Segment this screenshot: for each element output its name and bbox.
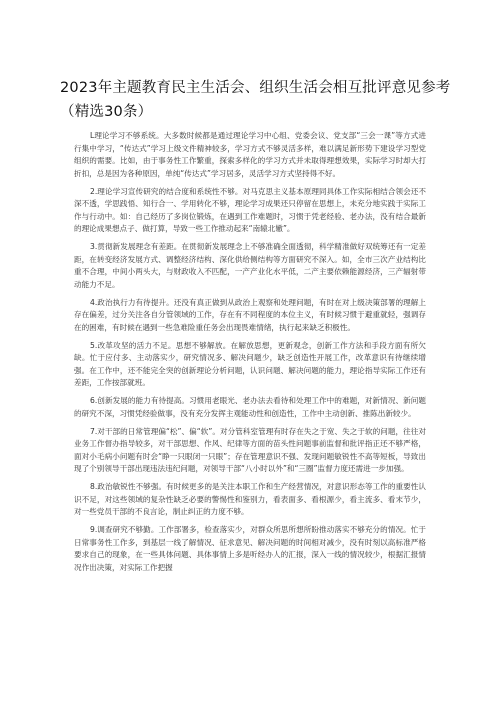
paragraph-9: 9.调查研究不够勤。工作部署多，检查落实少，对群众所思所想所盼推动落实不够充分的情况。忙于日常事务性工作多，到基层一线了解情况、征求意见、解决问题的时间相对减少，没有时刻以高标准严格要求自己的现象，在一些具体问题、具体事情上多是听经办人的汇报，深入一线的情况较少，根据汇报情况作出决策，对实际工作把握 xyxy=(74,525,426,572)
paragraph-3: 3.贯彻新发展理念有差距。在贯彻新发展理念上不够准确全面透彻，科学精准做好双统筹还有一定差距，在转变经济发展方式、调整经济结构、深化供给侧结构等方面研究不深入。如，全市三次产业结构比重不合理，中间小两头大，与财政收入不匹配，一产产业化水平低，二产主要依赖能源经济，三产辐射带动能力不足。 xyxy=(74,242,426,289)
document-title: 2023年主题教育民主生活会、组织生活会相互批评意见参考（精选30条） xyxy=(60,80,451,120)
paragraph-2: 2.理论学习宣传研究的结合度和系统性不够。对马克思主义基本原理同具体工作实际相结合领会还不深不透，学思践悟、知行合一、学用转化不够，理论学习成果还只停留在思想上，未充分地实践于实际工作与行动中。如：自己经历了多岗位锻炼，在遇到工作难题时，习惯于凭老经验、老办法，没有结合最新的理论成果想点子、做打算，导致一些工作推动起来“南辕北辙”。 xyxy=(74,186,426,234)
paragraph-1: L理论学习不够系统。大多数时候都是通过理论学习中心组、党委会议、党支部“三会一课”等方式进行集中学习，“传达式”学习上级文件精神较多，学习方式不够灵活多样，难以满足新形势下建设学习型党组织的需要。比如，由于事务性工作繁重，探索多样化的学习方式并未取得理想效果，实际学习时却大打折扣，总是因为各种原因，单纯“传达式”学习居多，灵活学习方式坚持得不好。 xyxy=(74,131,426,178)
paragraph-6: 6.创新发展的能力有待提高。习惯用老眼光、老办法去看待和处理工作中的难题，对新情况、新问题的研究不深，习惯凭经验做事，没有充分发挥主观能动性和创造性，工作中主动创新、推陈出新较少。 xyxy=(74,396,426,418)
paragraph-5: 5.改革攻坚的活力不足。思想不够解放。在解放思想，更新观念，创新工作方法和手段方面有所欠缺。忙于应付多、主动落实少，研究情况多、解决问题少，缺乏创造性开展工作，改革意识有待继续增强。在工作中，还不能完全突的创新理论分析问题，认识问题、解决问题的能力，理论指导实际工作还有差距，工作按部就班。 xyxy=(74,340,426,388)
paragraph-4: 4.政治执行力有待提升。还没有真正做到从政治上观察和处理问题，有时在对上级决策部署的理解上存在偏差，过分关注各自分管领域的工作，存在有不同程度的本位主义，有时候习惯于避重就轻，强调存在的困难，有时候在遇到一些急难险重任务会出现畏难情绪，执行起来缺乏积极性。 xyxy=(74,297,426,332)
document-body xyxy=(74,130,426,580)
paragraph-7: 7.对干部的日常管理偏“松”、偏“软”。对分管科室管理有时存在失之于宽、失之于软的问题，往往对业务工作督办指导较多，对干部思想、作风、纪律等方面的苗头性问题事前监督和批评指正还不够严格，面对小毛病小问题有时会“睁一只眼闭一只眼”；存在管理意识不强、发现问题敏锐性不高等短板，导致出现了个别领导干部出现违法违纪问题，对领导干部“八小时以外”和“三圈”监督力度还需进一步加强。 xyxy=(74,426,426,474)
paragraph-8: 8.政治敏锐性不够强。有时候更多的是关注本职工作和生产经营情况，对意识形态等工作的重要性认识不足，对这些领域的复杂性缺乏必要的警惕性和鉴别力，看表面多、看根源少，看主流多、看末节少，对一些党员干部的不良言论，制止纠正的力度不够。 xyxy=(74,482,426,517)
